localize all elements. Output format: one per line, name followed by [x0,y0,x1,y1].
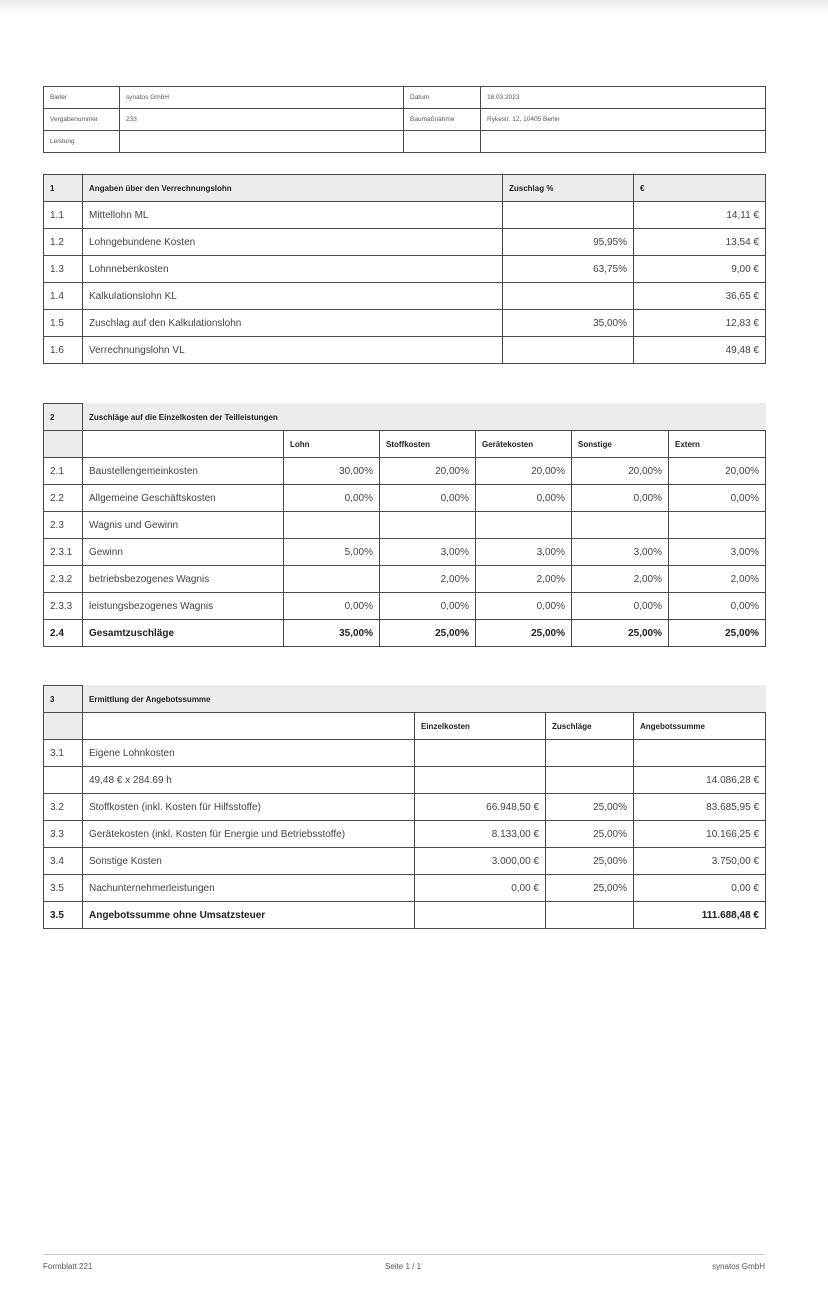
table-cell: 95,95% [503,229,634,256]
table-cell: 0,00% [669,593,766,620]
section-number: 1 [44,175,83,202]
table-row [44,131,766,153]
table-cell: 1.5 [44,310,83,337]
table-cell [404,131,481,153]
table-cell: 111.688,48 € [634,902,766,929]
column-header: Stoffkosten [380,431,476,458]
table-cell [284,566,380,593]
table-row [44,740,766,767]
section-title: Ermittlung der Angebotssumme [83,686,766,713]
footer-form-label: Formblatt 221 [43,1262,93,1271]
table-cell: 83.685,95 € [634,794,766,821]
table-cell: 25,00% [572,620,669,647]
table-cell [503,337,634,364]
table-row [44,87,766,109]
table-row [44,337,766,364]
table-cell: 3.5 [44,875,83,902]
table-row [44,566,766,593]
table-cell: Verrechnungslohn VL [83,337,503,364]
table-cell: 25,00% [546,821,634,848]
table-row [44,310,766,337]
table-cell: Datum [404,87,481,109]
table-cell: 12,83 € [634,310,766,337]
column-header: Zuschläge [546,713,634,740]
column-header: Extern [669,431,766,458]
table-cell: Stoffkosten (inkl. Kosten für Hilfsstoffe) [83,794,415,821]
table-cell: 2,00% [572,566,669,593]
table-cell: 0,00% [380,593,476,620]
table-cell: 35,00% [503,310,634,337]
table-cell: 14,11 € [634,202,766,229]
section-3-column-headers [44,713,766,740]
table-cell: 20,00% [476,458,572,485]
table-cell: 25,00% [669,620,766,647]
column-header: Angebotssumme [634,713,766,740]
section-number: 3 [44,686,83,713]
table-cell [380,512,476,539]
table-cell: Leistung [44,131,120,153]
table-cell: 49,48 € [634,337,766,364]
section-2-header [44,404,766,431]
table-cell: 3.5 [44,902,83,929]
table-cell: 1.4 [44,283,83,310]
table-cell [476,512,572,539]
blank-cell [44,713,83,740]
section-3-table [43,685,766,929]
table-cell: 25,00% [380,620,476,647]
table-cell: 3,00% [380,539,476,566]
table-cell: 2.2 [44,485,83,512]
table-cell: 3.000,00 € [415,848,546,875]
table-cell [546,767,634,794]
table-cell: 2.3.2 [44,566,83,593]
table-cell: 2,00% [380,566,476,593]
table-cell: leistungsbezogenes Wagnis [83,593,284,620]
section-1-table [43,174,766,364]
table-row [44,512,766,539]
table-cell: 16.03.2023 [481,87,766,109]
section-number: 2 [44,404,83,431]
bidder-info-body [44,87,766,153]
table-cell: 3,00% [476,539,572,566]
table-cell: 36,65 € [634,283,766,310]
blank-cell [83,431,284,458]
table-cell: 20,00% [572,458,669,485]
table-cell [546,902,634,929]
footer-page-number: Seite 1 / 1 [385,1262,422,1271]
table-cell: 25,00% [546,794,634,821]
table-row [44,902,766,929]
table-row [44,848,766,875]
table-cell [503,283,634,310]
table-cell: 66.948,50 € [415,794,546,821]
table-cell: synatos GmbH [120,87,404,109]
table-cell [415,902,546,929]
table-cell: 0,00 € [415,875,546,902]
table-cell: 35,00% [284,620,380,647]
table-row [44,485,766,512]
table-cell: 30,00% [284,458,380,485]
bidder-info-table [43,86,766,153]
top-shadow [0,0,828,14]
column-header: Sonstige [572,431,669,458]
table-cell: 2.3.3 [44,593,83,620]
table-cell: Angebotssumme ohne Umsatzsteuer [83,902,415,929]
table-cell [415,740,546,767]
table-cell: 0,00% [284,593,380,620]
table-cell: 1.2 [44,229,83,256]
table-cell: Nachunternehmerleistungen [83,875,415,902]
table-row [44,256,766,283]
section-1-header [44,175,766,202]
table-cell: 0,00% [380,485,476,512]
table-cell: 3,00% [572,539,669,566]
table-cell: 1.3 [44,256,83,283]
table-cell: 3.750,00 € [634,848,766,875]
table-cell: 5,00% [284,539,380,566]
table-cell: Vergabenummer [44,109,120,131]
table-cell: 14.086,28 € [634,767,766,794]
table-cell: 2.1 [44,458,83,485]
table-cell [572,512,669,539]
table-cell: 233 [120,109,404,131]
table-cell: 0,00% [476,485,572,512]
table-cell: Gesamtzuschläge [83,620,284,647]
section-2-column-headers [44,431,766,458]
table-cell: Baustellengemeinkosten [83,458,284,485]
table-cell: 25,00% [546,875,634,902]
table-cell: 25,00% [546,848,634,875]
table-row [44,794,766,821]
table-cell [503,202,634,229]
table-cell: 0,00% [284,485,380,512]
table-cell: 0,00 € [634,875,766,902]
column-header: Gerätekosten [476,431,572,458]
table-row [44,767,766,794]
table-cell: 13,54 € [634,229,766,256]
table-cell: Kalkulationslohn KL [83,283,503,310]
table-row [44,109,766,131]
table-cell [44,767,83,794]
table-cell: 1.1 [44,202,83,229]
table-cell: 0,00% [669,485,766,512]
table-row [44,202,766,229]
table-cell [546,740,634,767]
table-cell: 9,00 € [634,256,766,283]
column-header: Zuschlag % [503,175,634,202]
table-cell: 63,75% [503,256,634,283]
table-cell: Baumaßnahme [404,109,481,131]
table-cell [415,767,546,794]
table-row [44,875,766,902]
table-cell: 2.4 [44,620,83,647]
table-cell: Eigene Lohnkosten [83,740,415,767]
column-header: Einzelkosten [415,713,546,740]
table-cell: 3.2 [44,794,83,821]
table-cell: Wagnis und Gewinn [83,512,284,539]
table-cell: Mittellohn ML [83,202,503,229]
table-row [44,283,766,310]
footer-divider [43,1254,765,1255]
section-title: Zuschläge auf die Einzelkosten der Teilleistungen [83,404,766,431]
table-cell: 25,00% [476,620,572,647]
section-3-header [44,686,766,713]
table-row [44,821,766,848]
table-cell: Rykestr. 12, 10405 Berlin [481,109,766,131]
table-cell: 0,00% [572,593,669,620]
table-cell: 10.166,25 € [634,821,766,848]
table-cell: 8.133,00 € [415,821,546,848]
blank-cell [44,431,83,458]
table-cell: 2,00% [669,566,766,593]
table-cell: 2,00% [476,566,572,593]
table-row [44,229,766,256]
table-cell: 49,48 € x 284.69 h [83,767,415,794]
table-cell: Gewinn [83,539,284,566]
table-cell: Gerätekosten (inkl. Kosten für Energie und Betriebsstoffe) [83,821,415,848]
table-cell: betriebsbezogenes Wagnis [83,566,284,593]
table-cell: 3.3 [44,821,83,848]
table-row [44,458,766,485]
table-cell: 20,00% [380,458,476,485]
table-cell: Lohngebundene Kosten [83,229,503,256]
table-cell [669,512,766,539]
table-cell [120,131,404,153]
table-cell: 2.3.1 [44,539,83,566]
table-cell: Sonstige Kosten [83,848,415,875]
section-2-table [43,403,766,647]
column-header: € [634,175,766,202]
table-cell: Zuschlag auf den Kalkulationslohn [83,310,503,337]
table-row [44,593,766,620]
blank-cell [83,713,415,740]
table-cell: 3.4 [44,848,83,875]
table-cell: 0,00% [572,485,669,512]
section-title: Angaben über den Verrechnungslohn [83,175,503,202]
table-cell: 3.1 [44,740,83,767]
footer-company: synatos GmbH [712,1262,765,1271]
table-cell: Bieter [44,87,120,109]
table-cell: Lohnnebenkosten [83,256,503,283]
table-cell [481,131,766,153]
table-cell: 1.6 [44,337,83,364]
table-cell: Allgemeine Geschäftskosten [83,485,284,512]
table-cell: 2.3 [44,512,83,539]
table-row [44,539,766,566]
table-cell: 3,00% [669,539,766,566]
table-cell: 20,00% [669,458,766,485]
table-cell [634,740,766,767]
table-cell [284,512,380,539]
table-cell: 0,00% [476,593,572,620]
column-header: Lohn [284,431,380,458]
table-row [44,620,766,647]
